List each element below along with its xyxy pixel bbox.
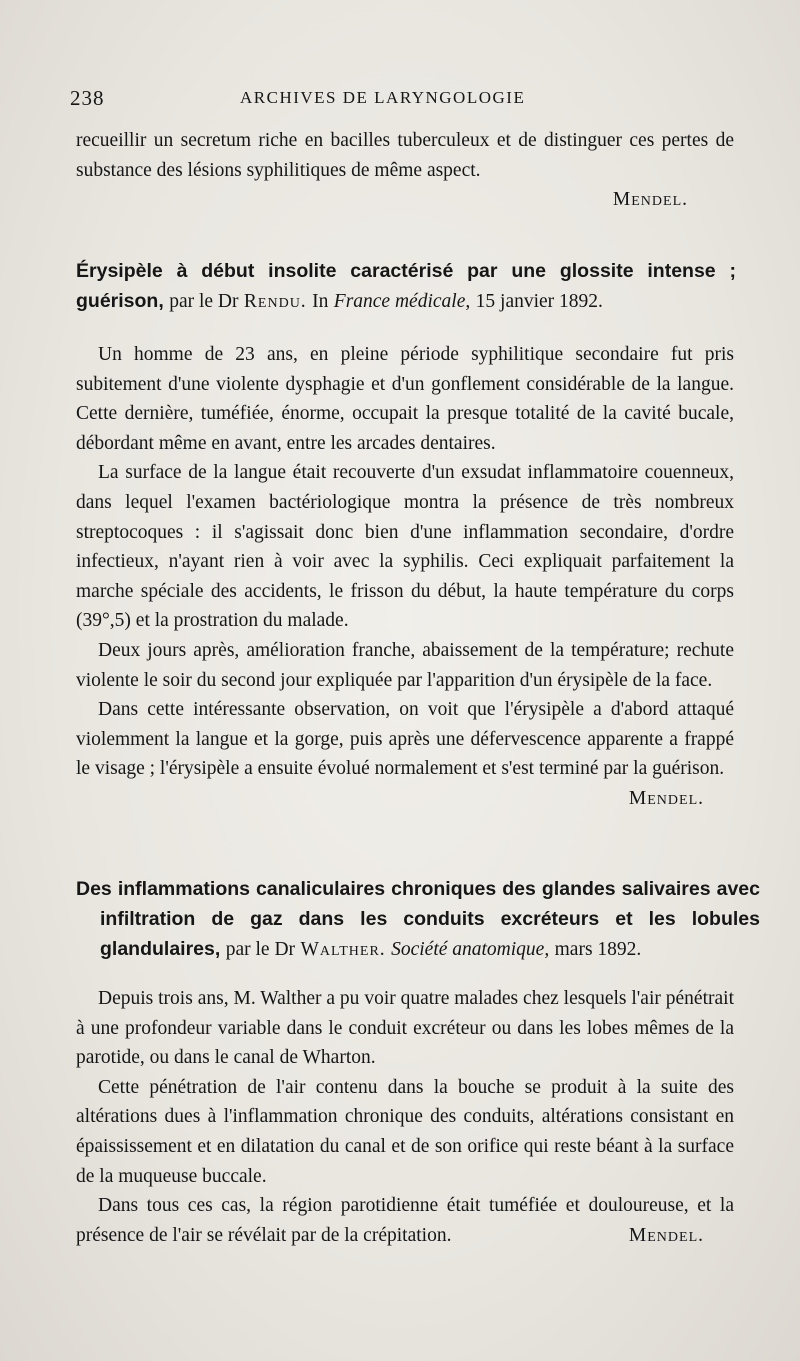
article1-paragraph-4-text: Dans cette intéressante observation, on voit que l'érysipèle a d'abord attaqué violemment la langue et la gorge, puis après une défervescence apparente a frappé le visage ; l'érysipèle a ensuite évolué normalement et s'est terminé par la guérison.	[76, 699, 734, 780]
article1-body	[76, 340, 734, 814]
page-number: 238	[70, 86, 105, 110]
article2-heading	[76, 874, 760, 965]
article1-paragraph-2: La surface de la langue était recouverte d'un exsudat inflammatoire couenneux, dans lequel l'examen bactériologique montra la présence de très nombreux streptocoques : il s'agissait donc bien d'une inflammation secondaire, d'ordre infectieux, n'ayant rien à voir avec la syphilis. Ceci expliquait parfaitement la marche spéciale des accidents, le frisson du début, la haute température du corps (39°,5) et la prostration du malade.	[76, 462, 734, 632]
article1-by: par le Dr	[169, 291, 239, 312]
article2-by: par le Dr	[225, 939, 296, 960]
article1-paragraph-3: Deux jours après, amélioration franche, abaissement de la température; rechute violente le soir du second jour expliquée par l'apparition d'un érysipèle de la face.	[76, 639, 734, 691]
article1-author: Rendu.	[243, 291, 307, 312]
article2-paragraph-3	[76, 1191, 734, 1250]
article1-paragraph-1: Un homme de 23 ans, en pleine période syphilitique secondaire fut pris subitement d'une violente dysphagie et d'un gonflement considérable de la langue. Cette dernière, tuméfiée, énorme, occupait la presque totalité de la cavité bucale, débordant même en avant, entre les arcades dentaires.	[76, 344, 734, 454]
article1-journal: France médicale,	[333, 291, 471, 312]
article1-signature: Mendel.	[628, 787, 704, 809]
article2-paragraph-2: Cette pénétration de l'air contenu dans la bouche se produit à la suite des altérations dues à l'inflammation chronique des conduits, altérations consistant en épaississement et en dilatation du canal et de son orifice qui reste béant à la surface de la muqueuse buccale.	[76, 1076, 734, 1187]
article2-journal: Société anatomique,	[391, 939, 550, 960]
article1-paragraph-4	[76, 695, 734, 809]
article1-in: In	[312, 291, 329, 312]
intro-paragraph: recueillir un secretum riche en bacilles tuberculeux et de distinguer ces pertes de substance des lésions syphilitiques de même aspect.	[76, 130, 734, 181]
article1-heading	[76, 256, 736, 317]
article1-title: Érysipèle à début insolite caractérisé par une glossite intense ; guérison,	[76, 260, 736, 312]
article1-date: 15 janvier 1892.	[475, 291, 603, 312]
article2-paragraph-3-text: Dans tous ces cas, la région parotidienne était tuméfiée et douloureuse, et la présence de l'air se révélait par de la crépitation.	[76, 1195, 734, 1246]
article2-title: Des inflammations canaliculaires chroniques des glandes salivaires avec infiltration de gaz dans les conduits excréteurs et les lobules glandulaires,	[76, 878, 760, 960]
intro-section	[76, 126, 734, 215]
article2-paragraph-1: Depuis trois ans, M. Walther a pu voir quatre malades chez lesquels l'air pénétrait à une profondeur variable dans le conduit excréteur ou dans les lobes mêmes de la parotide, ou dans le canal de Wharton.	[76, 988, 734, 1069]
page-header	[70, 86, 726, 112]
article2-signature: Mendel.	[628, 1224, 704, 1246]
article2-date: mars 1892.	[554, 939, 642, 960]
running-title: ARCHIVES DE LARYNGOLOGIE	[240, 88, 526, 107]
article2-body	[76, 984, 734, 1250]
article2-author: Walther.	[300, 939, 386, 960]
intro-signature: Mendel.	[612, 189, 688, 211]
